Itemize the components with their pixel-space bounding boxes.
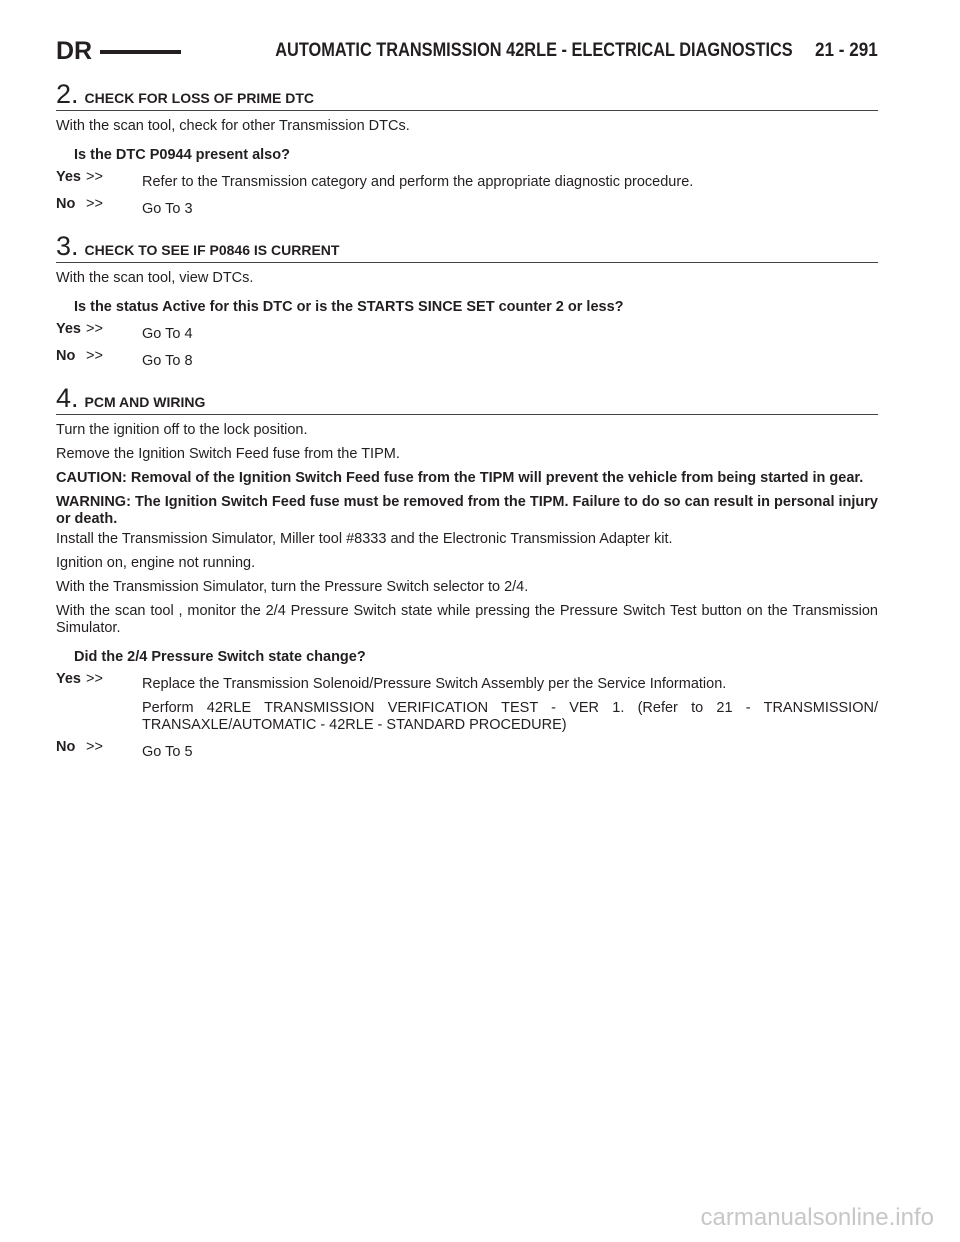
document-body: [56, 80, 878, 761]
answer-yes-body: [142, 174, 878, 191]
answer-text: Go To 4: [142, 326, 193, 342]
header-rule: [100, 50, 180, 54]
answer-yes-label: Yes: [56, 671, 81, 687]
header-model-code: DR: [56, 36, 93, 65]
step-text: With the scan tool , monitor the 2/4 Pressure Switch state while pressing the Pressure Switch Test button on the Transmission Simulator.: [56, 603, 878, 636]
step-text: Turn the ignition off to the lock position.: [56, 422, 308, 438]
answer-no: [56, 348, 878, 370]
step-3: [56, 232, 878, 370]
step-text: Ignition on, engine not running.: [56, 555, 256, 571]
step-question: Is the status Active for this DTC or is the STARTS SINCE SET counter 2 or less?: [74, 299, 624, 315]
header-page-number: 21 - 291: [815, 40, 878, 61]
step-question: Did the 2/4 Pressure Switch state change?: [74, 649, 366, 665]
answer-arrow: >>: [86, 321, 103, 337]
step-number: 3.: [56, 231, 79, 261]
answer-no-label: No: [56, 348, 76, 364]
step-heading: [56, 80, 878, 111]
answer-arrow: >>: [86, 196, 103, 212]
step-4: [56, 384, 878, 761]
watermark: carmanualsonline.info: [700, 1204, 934, 1231]
answer-arrow: >>: [86, 739, 103, 755]
step-title: PCM AND WIRING: [84, 394, 206, 410]
step-text: With the scan tool, check for other Transmission DTCs.: [56, 118, 410, 134]
answer-text: Refer to the Transmission category and perform the appropriate diagnostic procedure.: [142, 174, 694, 190]
step-question: Is the DTC P0944 present also?: [74, 147, 290, 163]
answer-text: Go To 3: [142, 201, 193, 217]
answer-no-label: No: [56, 196, 76, 212]
step-heading: [56, 384, 878, 415]
answer-yes: [56, 671, 878, 734]
step-2: [56, 80, 878, 218]
answer-arrow: >>: [86, 169, 103, 185]
answer-no: [56, 196, 878, 218]
answer-arrow: >>: [86, 348, 103, 364]
step-number: 4.: [56, 383, 79, 413]
header-title: AUTOMATIC TRANSMISSION 42RLE - ELECTRICAL DIAGNOSTICS: [274, 40, 793, 61]
step-title: CHECK FOR LOSS OF PRIME DTC: [84, 90, 314, 106]
step-text: With the scan tool, view DTCs.: [56, 270, 254, 286]
answer-no: [56, 739, 878, 761]
answer-text: Go To 5: [142, 744, 193, 760]
answer-no-body: [142, 201, 878, 218]
answer-arrow: >>: [86, 671, 103, 687]
answer-text: Replace the Transmission Solenoid/Pressure Switch Assembly per the Service Information.: [142, 676, 727, 692]
answer-yes-label: Yes: [56, 321, 81, 337]
answer-yes-body: [142, 676, 878, 734]
answer-text: Perform 42RLE TRANSMISSION VERIFICATION TEST - VER 1. (Refer to 21 - TRANSMISSION/ TRANSAXLE/AUTOMATIC - 42RLE - STANDARD PROCEDURE): [142, 700, 878, 733]
step-heading: [56, 232, 878, 263]
answer-no-body: [142, 744, 878, 761]
answer-yes: [56, 169, 878, 191]
answer-no-body: [142, 353, 878, 370]
answer-yes-body: [142, 326, 878, 343]
caution-note: CAUTION: Removal of the Ignition Switch Feed fuse from the TIPM will prevent the vehicle from being started in gear.: [56, 470, 864, 486]
page-header: [56, 36, 878, 66]
step-text: Install the Transmission Simulator, Miller tool #8333 and the Electronic Transmission Adapter kit.: [56, 531, 673, 547]
answer-yes-label: Yes: [56, 169, 81, 185]
answer-no-label: No: [56, 739, 76, 755]
step-title: CHECK TO SEE IF P0846 IS CURRENT: [84, 242, 340, 258]
step-number: 2.: [56, 79, 79, 109]
answer-text: Go To 8: [142, 353, 193, 369]
step-text: With the Transmission Simulator, turn the Pressure Switch selector to 2/4.: [56, 579, 529, 595]
answer-yes: [56, 321, 878, 343]
warning-note: WARNING: The Ignition Switch Feed fuse must be removed from the TIPM. Failure to do so can result in personal injury or death.: [56, 494, 878, 527]
step-text: Remove the Ignition Switch Feed fuse from the TIPM.: [56, 446, 400, 462]
